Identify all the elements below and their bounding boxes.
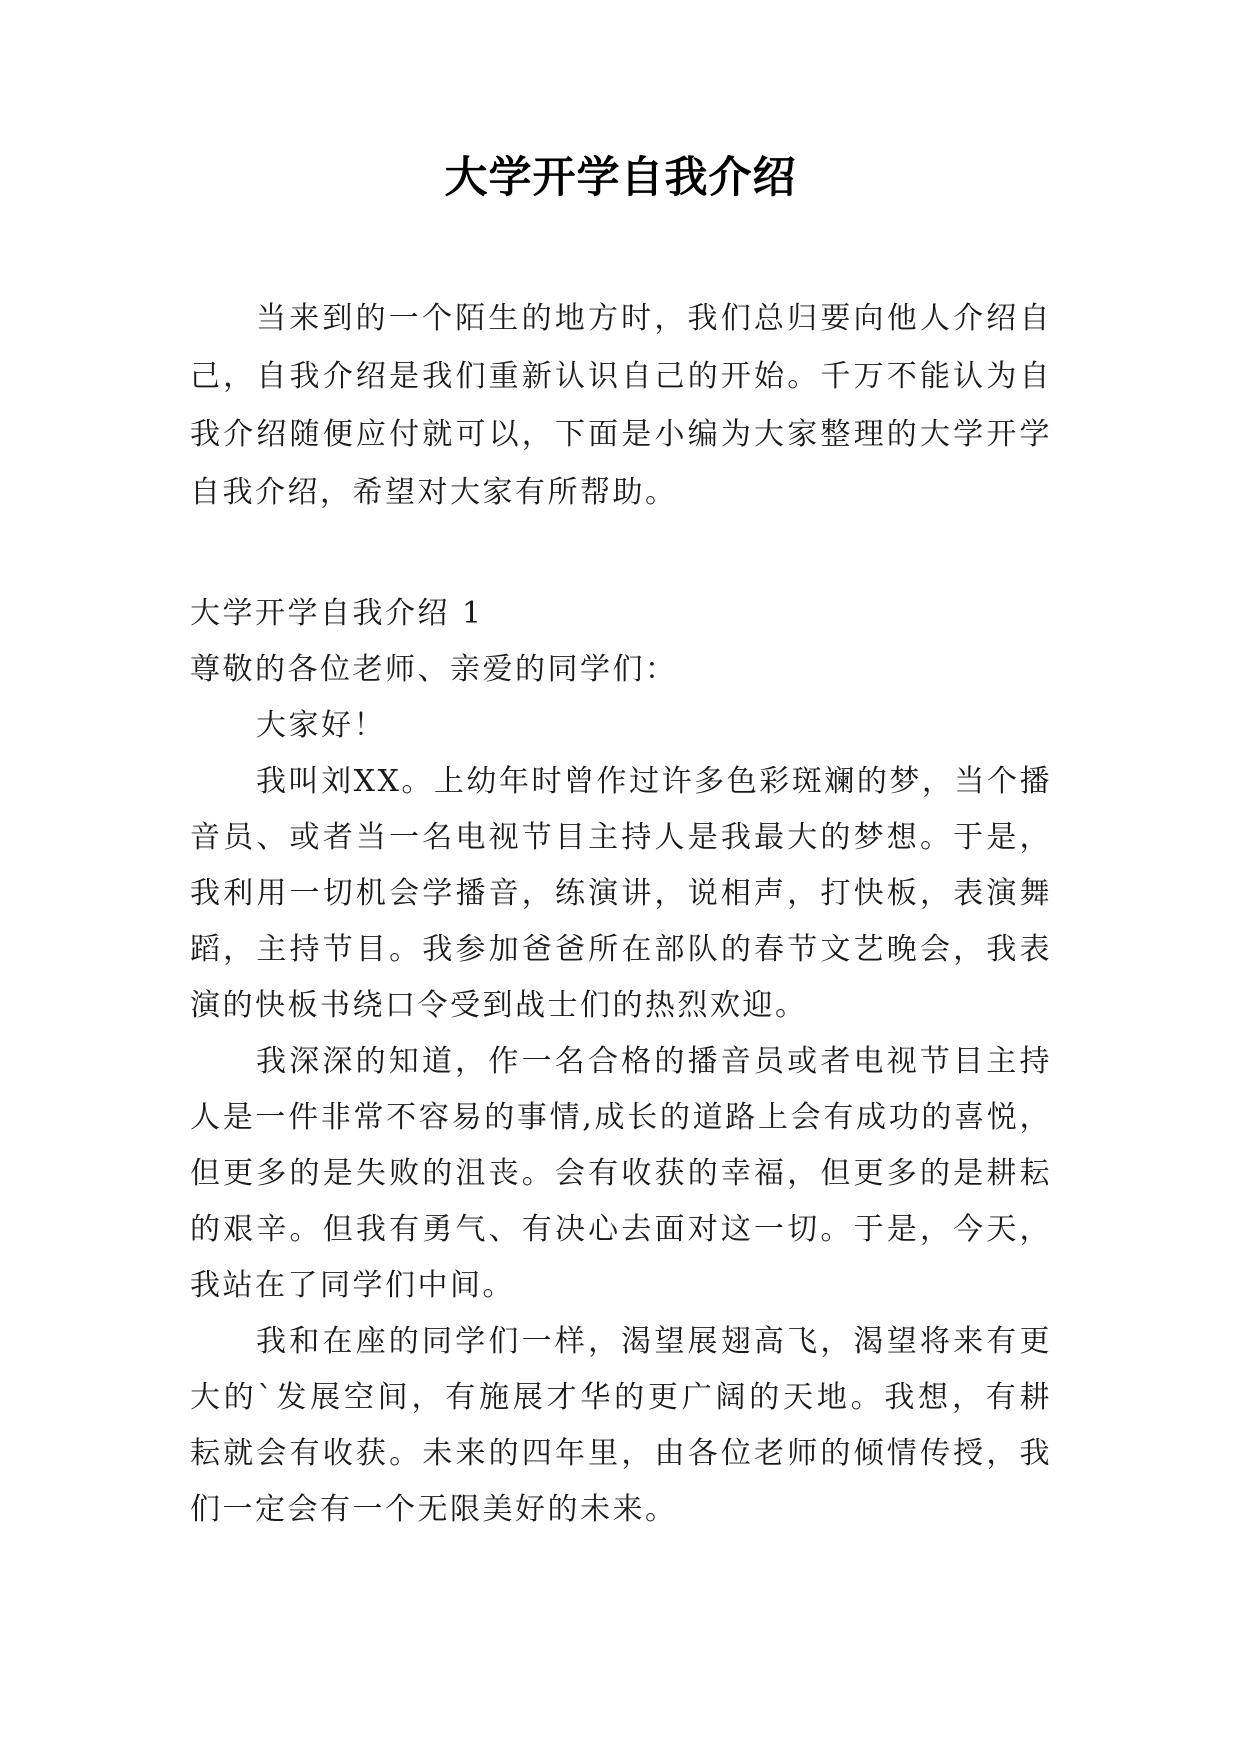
body-paragraph-2: 我深深的知道，作一名合格的播音员或者电视节目主持人是一件非常不容易的事情,成长的道路上会有成功的喜悦，但更多的是失败的沮丧。会有收获的幸福，但更多的是耕耘的艰辛。但我有勇气、有决心去面对这一切。于是，今天，我站在了同学们中间。 — [190, 1044, 1052, 1303]
section-heading: 大学开学自我介绍 1 — [190, 596, 484, 631]
body-paragraph-3: 我和在座的同学们一样，渴望展翅高飞，渴望将来有更大的`发展空间，有施展才华的更广阔的天地。我想，有耕耘就会有收获。未来的四年里，由各位老师的倾情传授，我们一定会有一个无限美好的未来。 — [190, 1324, 1052, 1527]
document-title: 大学开学自我介绍 — [444, 153, 797, 203]
intro-paragraph: 当来到的一个陌生的地方时，我们总归要向他人介绍自己，自我介绍是我们重新认识自己的开始。千万不能认为自我介绍随便应付就可以，下面是小编为大家整理的大学开学自我介绍，希望对大家有所帮助。 — [190, 301, 1052, 510]
salutation: 尊敬的各位老师、亲爱的同学们： — [190, 652, 678, 687]
greeting: 大家好！ — [256, 708, 386, 743]
section-1 — [190, 586, 1052, 1538]
body-paragraph-1: 我叫刘XX。上幼年时曾作过许多色彩斑斓的梦，当个播音员、或者当一名电视节目主持人是我最大的梦想。于是，我利用一切机会学播音，练演讲，说相声，打快板，表演舞蹈，主持节目。我参加爸爸所在部队的春节文艺晚会，我表演的快板书绕口令受到战士们的热烈欢迎。 — [190, 764, 1052, 1023]
